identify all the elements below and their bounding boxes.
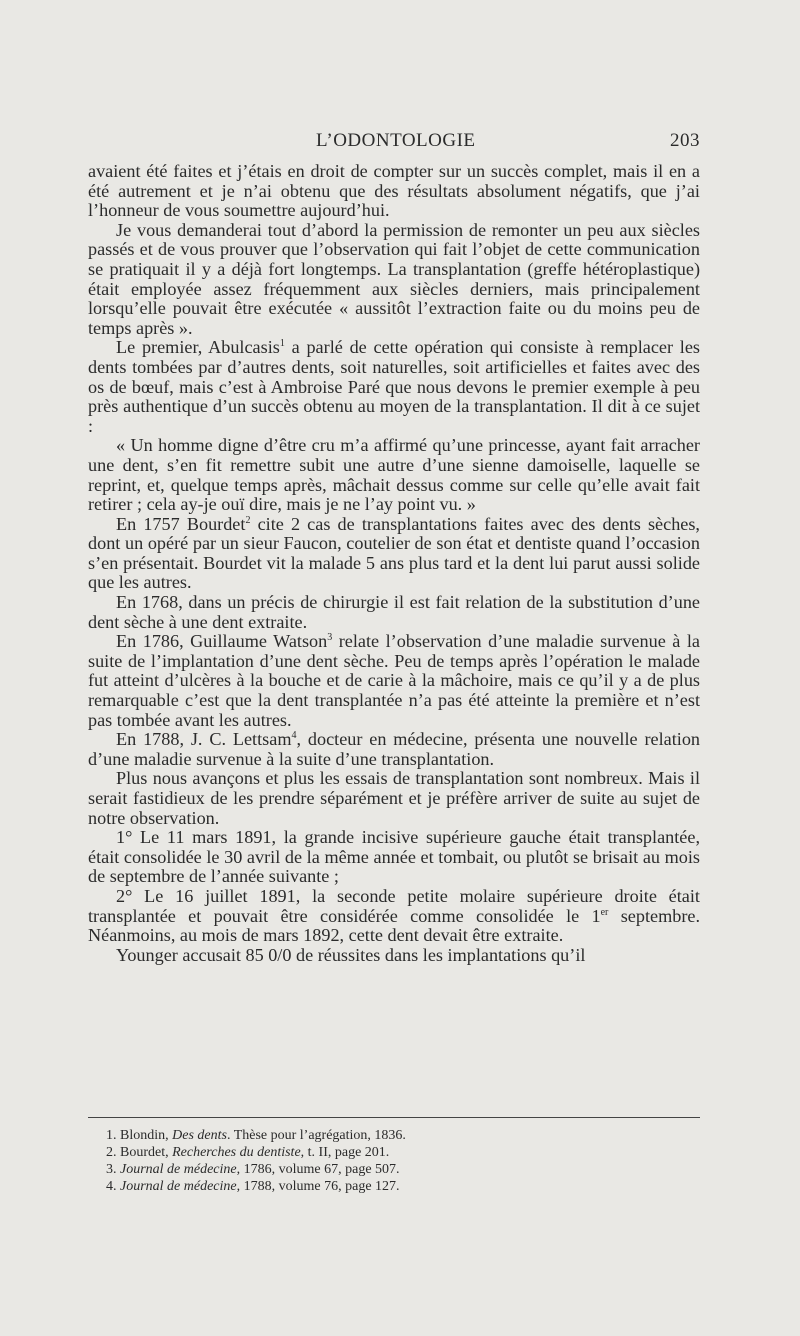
paragraph [88,436,700,514]
text-run: En 1757 Bourdet [116,513,246,534]
text-run: « Un homme digne d’être cru m’a affirmé qu’une princesse, ayant fait arracher une dent, s’en fit remettre subit une autre d’une sienne damoiselle, laquelle se reprint, et, quelque temps après, mâchait dessus comme sur celle qu’elle avait fait retirer ; cela ay-je ouï dire, mais je ne l’ay point vu. » [88,435,700,515]
paragraph [88,946,700,966]
text-run: En 1788, J. C. Lettsam [116,729,292,750]
text-run: avaient été faites et j’étais en droit de compter sur un succès complet, mais il en a été autrement et je n’ai obtenu que des résultats absolument négatifs, que j’ai l’honneur de vous soumettre aujourd’hui. [88,161,700,221]
page-number: 203 [670,130,700,151]
text-run: 2. Bourdet, [106,1145,173,1160]
italic-text: Des dents [172,1128,227,1143]
body-text [88,162,700,965]
footnote-ref: 2 [245,514,251,526]
text-run: En 1786, Guillaume Watson [116,631,328,652]
footnotes [106,1127,666,1195]
text-run: relate l’observation d’une maladie survenue à la suite de l’implantation d’une dent sèche. Peu de temps après l’opération le malade fut atteint d’ulcères à la bouche et de carie à la mâchoire, mais ce qu’il y a de plus remarquable c’est que la dent transplantée n’a pas été atteinte la première et n’est pas tombée avant les autres. [88,631,700,730]
text-run: 4. [106,1179,120,1194]
italic-text: Journal de médecine [120,1179,237,1194]
text-run: , t. II, page 201. [300,1145,390,1160]
page-header [88,130,700,156]
text-run: cite 2 cas de transplantations faites avec des dents sèches, dont un opéré par un sieur Faucon, coutelier de son état et dentiste quand l’occasion s’en présentait. Bourdet vit la malade 5 ans plus tard et la dent lui parut aussi solide que les autres. [88,513,700,593]
text-run: Younger accusait 85 0/0 de réussites dans les implantations qu’il [116,944,586,965]
paragraph [88,162,700,221]
text-run: Le premier, Abulcasis [116,337,280,358]
text-run: . Thèse pour l’agrégation, 1836. [226,1128,406,1143]
paragraph [88,632,700,730]
footnote [106,1161,666,1178]
text-run: septembre. Néanmoins, au mois de mars 1892, cette dent devait être extraite. [88,905,700,946]
paragraph [88,515,700,593]
text-run: 2° Le 16 juillet 1891, la seconde petite molaire supérieure droite était transplantée et pouvait être considérée comme consolidée le 1 [88,885,700,926]
footnote-ref: 3 [327,632,333,644]
paragraph [88,221,700,339]
footnote [106,1144,666,1161]
footnote [106,1178,666,1195]
text-run: , docteur en médecine, présenta une nouvelle relation d’une maladie survenue à la suite d’une transplantation. [88,729,701,769]
text-run: Je vous demanderai tout d’abord la permission de remonter un peu aux siècles passés et de vous prouver que l’observation qui fait l’objet de cette communication se pratiquait il y a déjà fort longtemps. La transplantation (greffe hétéroplastique) était employée assez fréquemment aux siècles derniers, mais principalement lorsqu’elle pouvait être exécutée « aussitôt l’extraction faite ou du moins peu de temps après ». [88,219,700,338]
paragraph [88,338,700,436]
paragraph [88,828,700,887]
footnote-ref: er [600,906,609,918]
paragraph [88,730,700,769]
text-run: , 1788, volume 76, page 127. [236,1179,400,1194]
paragraph [88,593,700,632]
footnote-ref: 1 [279,338,285,350]
paragraph [88,887,700,946]
footnote-rule [88,1117,700,1118]
text-run: Plus nous avançons et plus les essais de transplantation sont nombreux. Mais il serait fastidieux de les prendre séparément et je préfère arriver de suite au sujet de notre observation. [88,768,700,828]
text-run: , 1786, volume 67, page 507. [236,1162,400,1177]
footnote-ref: 4 [291,730,297,742]
text-run: 3. [106,1162,120,1177]
italic-text: Recherches du dentiste [172,1145,301,1160]
text-run: 1° Le 11 mars 1891, la grande incisive supérieure gauche était transplantée, était consolidée le 30 avril de la même année et tombait, ou plutôt se brisait au mois de septembre de l’année suivante ; [88,827,700,887]
text-run: En 1768, dans un précis de chirurgie il est fait relation de la substitution d’une dent sèche à une dent extraite. [88,592,700,632]
text-run: 1. Blondin, [106,1128,173,1143]
text-run: a parlé de cette opération qui consiste à remplacer les dents tombées par d’autres dents, soit naturelles, soit artificielles et faites avec des os de bœuf, mais c’est à Ambroise Paré que nous devons le premier exemple à peu près authentique d’un succès obtenu au moyen de la transplantation. Il dit à ce sujet : [88,337,701,436]
italic-text: Journal de médecine [120,1162,237,1177]
paragraph [88,769,700,828]
footnote [106,1127,666,1144]
running-title: L’ODONTOLOGIE [316,130,476,151]
